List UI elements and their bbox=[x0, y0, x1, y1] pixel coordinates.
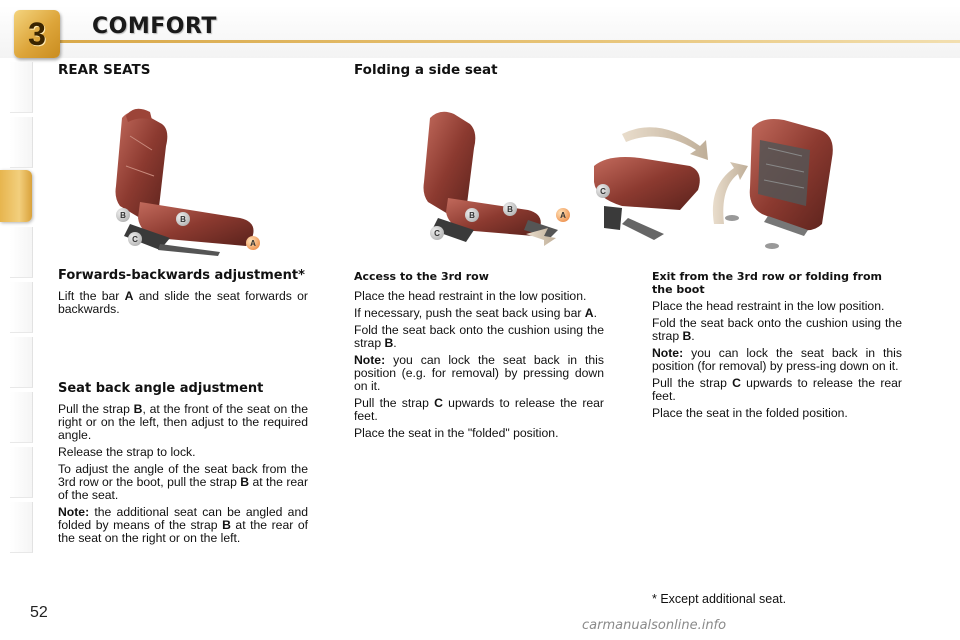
access-paragraphs: Place the head restraint in the low position. If necessary, push the seat back using bar A. Fold the seat back onto the cushion using the strap B. Note: you can lock the seat back in this position (e.g. for removal) by pressing down on it. Pull the strap C upwards to release the rear feet. Place the seat in the "folded" position. bbox=[354, 289, 604, 440]
callout-c: C bbox=[430, 226, 444, 240]
chapter-tab[interactable] bbox=[10, 117, 33, 168]
heading-exit-3rd-row: Exit from the 3rd row or folding from the boot bbox=[652, 270, 882, 296]
chapter-tab[interactable] bbox=[10, 337, 33, 388]
callout-c: C bbox=[596, 184, 610, 198]
chapter-tab-active[interactable] bbox=[0, 170, 32, 222]
chapter-tab[interactable] bbox=[10, 227, 33, 278]
seatback-paragraphs: Pull the strap B, at the front of the seat on the right or on the left, then adjust to the required angle. Release the strap to lock. To adjust the angle of the seat back from the 3rd row or the boot, pull the strap B at the rear of the seat. Note: the additional seat can be angled and folded by means of the strap B at the rear of the seat on the right or on the left. bbox=[58, 402, 309, 545]
exit-paragraphs: Place the head restraint in the low position. Fold the seat back onto the cushion using the strap B. Note: you can lock the seat back in this position (for removal) by press-ing down on it. Pull the strap C upwards to release the rear feet. Place the seat in the folded position. bbox=[652, 299, 902, 420]
callout-b: B bbox=[116, 208, 130, 222]
chapter-tab[interactable] bbox=[10, 282, 33, 333]
section-title-rear-seats: REAR SEATS bbox=[58, 62, 151, 78]
chapter-tab[interactable] bbox=[10, 392, 33, 443]
callout-c: C bbox=[128, 232, 142, 246]
page-number: 52 bbox=[30, 604, 48, 621]
chapter-title: COMFORT bbox=[92, 14, 217, 39]
forwards-paragraph: Lift the bar A and slide the seat forwards or backwards. bbox=[58, 289, 308, 316]
chapter-tab[interactable] bbox=[10, 502, 33, 553]
callout-b: B bbox=[465, 208, 479, 222]
callout-a: A bbox=[246, 236, 260, 250]
chapter-number: 3 bbox=[28, 15, 46, 52]
callout-b: B bbox=[503, 202, 517, 216]
chapter-tab[interactable] bbox=[10, 447, 33, 498]
callout-b: B bbox=[176, 212, 190, 226]
callout-a: A bbox=[556, 208, 570, 222]
chapter-badge bbox=[14, 10, 60, 58]
chapter-tab[interactable] bbox=[10, 62, 33, 113]
heading-access-3rd-row: Access to the 3rd row bbox=[354, 270, 489, 283]
heading-forwards-backwards: Forwards-backwards adjustment* bbox=[58, 268, 305, 283]
section-title-folding: Folding a side seat bbox=[354, 62, 498, 78]
footnote: * Except additional seat. bbox=[652, 592, 787, 606]
heading-seat-back-angle: Seat back angle adjustment bbox=[58, 381, 264, 396]
seat-folding-illustration bbox=[408, 106, 848, 256]
header-rule bbox=[58, 40, 960, 43]
chapter-tabs bbox=[0, 62, 34, 582]
seat-adjustment-illustration bbox=[100, 106, 270, 256]
watermark: carmanualsonline.info bbox=[582, 618, 727, 633]
